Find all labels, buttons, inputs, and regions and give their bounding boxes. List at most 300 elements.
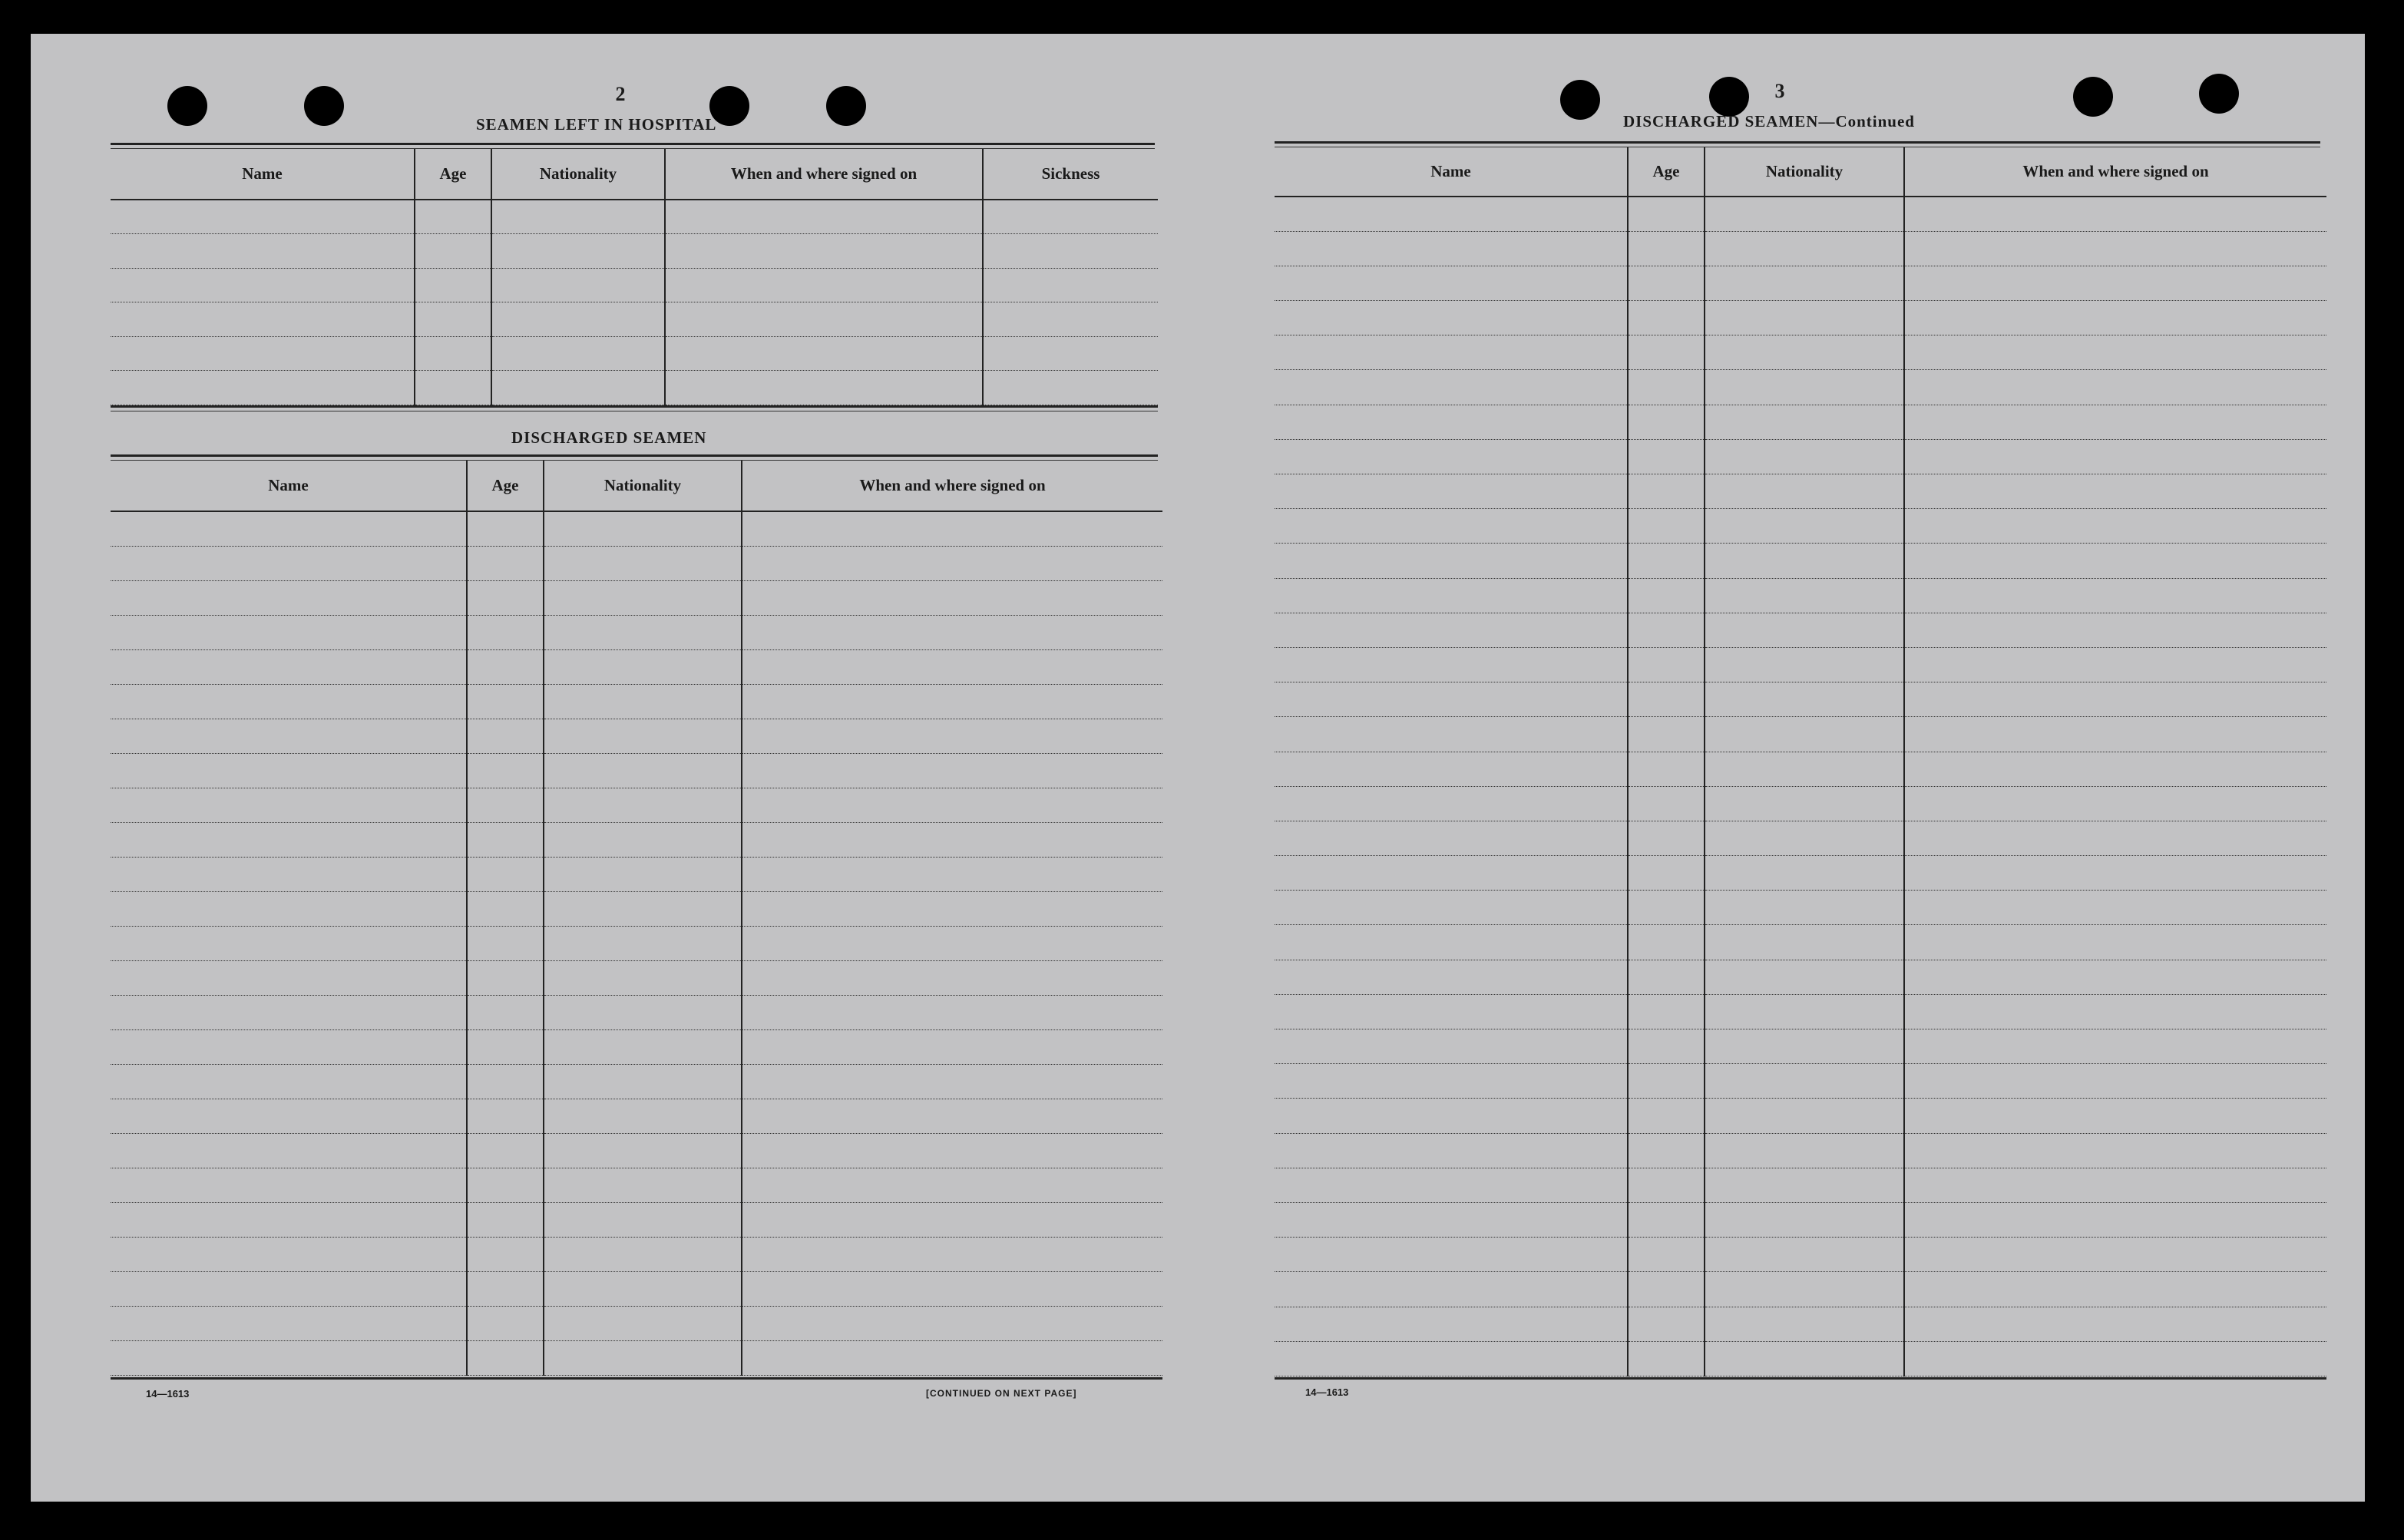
table-cell: [742, 1306, 1162, 1340]
table-row: [1275, 821, 2326, 855]
table-row: [111, 891, 1162, 926]
table-cell: [111, 580, 467, 615]
column-header: Name: [111, 149, 415, 200]
punch-hole: [2199, 74, 2239, 114]
table-cell: [467, 891, 544, 926]
table-cell: [1275, 1168, 1628, 1202]
table-cell: [544, 960, 742, 995]
table-cell: [491, 234, 665, 269]
table-cell: [1275, 821, 1628, 855]
table-row: [1275, 1307, 2326, 1341]
table-row: [111, 1029, 1162, 1064]
table-row: [111, 1271, 1162, 1306]
table-cell: [742, 1064, 1162, 1099]
table-row: [111, 1237, 1162, 1271]
table-cell: [1904, 891, 2326, 925]
table-cell: [1275, 891, 1628, 925]
continued-on-next-page-note: [CONTINUED ON NEXT PAGE]: [926, 1388, 1077, 1399]
table-cell: [1275, 578, 1628, 613]
table-cell: [742, 788, 1162, 822]
table-cell: [1275, 613, 1628, 647]
table-cell: [1904, 647, 2326, 682]
table-row: [111, 960, 1162, 995]
table-row: [1275, 856, 2326, 891]
table-cell: [1275, 1202, 1628, 1237]
column-header: When and where signed on: [665, 149, 983, 200]
table-row: [111, 511, 1162, 546]
column-header: When and where signed on: [1904, 147, 2326, 197]
table-cell: [467, 615, 544, 649]
table-cell: [111, 234, 415, 269]
table-cell: [467, 788, 544, 822]
table-cell: [665, 336, 983, 371]
table-cell: [544, 1237, 742, 1271]
table-cell: [1628, 1202, 1705, 1237]
table-cell: [1628, 1064, 1705, 1099]
table-row: [111, 1340, 1162, 1375]
table-cell: [111, 649, 467, 684]
page-number-left: 2: [615, 83, 626, 105]
table-cell: [111, 1202, 467, 1237]
table-row: [1275, 231, 2326, 266]
table-cell: [544, 822, 742, 857]
table-cell: [467, 1029, 544, 1064]
table-row: [1275, 891, 2326, 925]
table-cell: [1275, 682, 1628, 717]
hospital-top-rule: [111, 143, 1155, 145]
table-cell: [1628, 891, 1705, 925]
table-cell: [1628, 335, 1705, 370]
table-row: [111, 1099, 1162, 1133]
table-cell: [111, 1064, 467, 1099]
table-cell: [111, 1237, 467, 1271]
table-row: [111, 1168, 1162, 1202]
table-cell: [665, 302, 983, 337]
table-cell: [1904, 752, 2326, 786]
table-cell: [1628, 509, 1705, 544]
table-row: [111, 995, 1162, 1029]
discharged-table: [111, 461, 1162, 1376]
table-cell: [1628, 405, 1705, 439]
table-row: [1275, 647, 2326, 682]
table-cell: [983, 336, 1158, 371]
table-row: [1275, 925, 2326, 960]
column-header: Name: [111, 461, 467, 511]
table-cell: [1628, 925, 1705, 960]
table-cell: [1275, 1029, 1628, 1064]
table-cell: [983, 371, 1158, 405]
table-row: [111, 926, 1162, 960]
table-cell: [1628, 960, 1705, 994]
table-cell: [1904, 717, 2326, 752]
table-cell: [1705, 509, 1904, 544]
table-cell: [1275, 335, 1628, 370]
table-cell: [1904, 1168, 2326, 1202]
table-cell: [467, 649, 544, 684]
table-cell: [111, 1340, 467, 1375]
table-cell: [415, 268, 491, 302]
table-cell: [544, 1168, 742, 1202]
table-cell: [1275, 1341, 1628, 1376]
table-cell: [1628, 544, 1705, 578]
table-cell: [1705, 752, 1904, 786]
table-cell: [1275, 752, 1628, 786]
table-cell: [1705, 682, 1904, 717]
punch-hole: [2073, 77, 2113, 117]
table-row: [1275, 717, 2326, 752]
column-header: When and where signed on: [742, 461, 1162, 511]
table-cell: [1904, 682, 2326, 717]
table-cell: [742, 891, 1162, 926]
table-cell: [415, 234, 491, 269]
table-cell: [1904, 474, 2326, 509]
table-cell: [1628, 1238, 1705, 1272]
table-cell: [544, 1202, 742, 1237]
table-row: [1275, 1064, 2326, 1099]
table-cell: [111, 926, 467, 960]
column-header: Nationality: [544, 461, 742, 511]
table-cell: [111, 268, 415, 302]
table-cell: [111, 1099, 467, 1133]
table-row: [111, 580, 1162, 615]
table-row: [1275, 370, 2326, 405]
table-cell: [1628, 197, 1705, 231]
table-cell: [1705, 1307, 1904, 1341]
table-cell: [742, 960, 1162, 995]
table-cell: [1628, 474, 1705, 509]
table-cell: [111, 1133, 467, 1168]
table-cell: [1275, 197, 1628, 231]
table-cell: [1275, 266, 1628, 300]
table-cell: [111, 511, 467, 546]
table-row: [111, 200, 1158, 234]
page-number-right: 3: [1774, 80, 1785, 102]
table-cell: [1904, 1099, 2326, 1133]
table-cell: [467, 1064, 544, 1099]
table-cell: [111, 788, 467, 822]
discharged-top-rule: [111, 454, 1158, 457]
table-row: [111, 268, 1158, 302]
table-cell: [1904, 856, 2326, 891]
table-row: [111, 1064, 1162, 1099]
table-cell: [1904, 405, 2326, 439]
table-cell: [1705, 1029, 1904, 1064]
hospital-table: [111, 149, 1158, 405]
hospital-section-title: SEAMEN LEFT IN HOSPITAL: [476, 115, 717, 134]
table-cell: [983, 200, 1158, 234]
table-cell: [983, 234, 1158, 269]
table-cell: [742, 857, 1162, 891]
table-cell: [1628, 1133, 1705, 1168]
table-cell: [467, 1202, 544, 1237]
table-cell: [1705, 1238, 1904, 1272]
table-cell: [1705, 647, 1904, 682]
table-cell: [1628, 370, 1705, 405]
table-cell: [742, 1168, 1162, 1202]
table-cell: [1275, 994, 1628, 1029]
table-cell: [1705, 474, 1904, 509]
table-cell: [415, 336, 491, 371]
table-cell: [1705, 1341, 1904, 1376]
table-row: [111, 822, 1162, 857]
table-row: [1275, 439, 2326, 474]
table-row: [111, 371, 1158, 405]
table-row: [1275, 405, 2326, 439]
table-cell: [111, 336, 415, 371]
table-cell: [742, 753, 1162, 788]
table-cell: [1705, 439, 1904, 474]
table-cell: [491, 200, 665, 234]
discharged-continued-section-title: DISCHARGED SEAMEN—Continued: [1623, 112, 1915, 131]
table-cell: [665, 234, 983, 269]
table-cell: [544, 753, 742, 788]
table-cell: [1705, 1168, 1904, 1202]
table-cell: [544, 719, 742, 753]
table-cell: [491, 268, 665, 302]
table-row: [1275, 1133, 2326, 1168]
table-row: [1275, 544, 2326, 578]
table-row: [111, 649, 1162, 684]
table-cell: [1904, 231, 2326, 266]
table-cell: [1628, 717, 1705, 752]
table-cell: [467, 684, 544, 719]
table-cell: [1275, 925, 1628, 960]
table-cell: [742, 649, 1162, 684]
table-cell: [544, 615, 742, 649]
table-cell: [1628, 786, 1705, 821]
table-cell: [742, 1029, 1162, 1064]
table-row: [1275, 1341, 2326, 1376]
table-row: [111, 615, 1162, 649]
table-cell: [491, 302, 665, 337]
table-cell: [1904, 1238, 2326, 1272]
table-cell: [742, 719, 1162, 753]
table-cell: [742, 1202, 1162, 1237]
table-cell: [742, 1099, 1162, 1133]
table-cell: [1628, 682, 1705, 717]
table-cell: [111, 995, 467, 1029]
table-cell: [1904, 1064, 2326, 1099]
table-cell: [111, 753, 467, 788]
column-header: Sickness: [983, 149, 1158, 200]
table-cell: [1275, 717, 1628, 752]
table-cell: [491, 336, 665, 371]
table-cell: [1705, 544, 1904, 578]
table-row: [1275, 335, 2326, 370]
table-cell: [1904, 925, 2326, 960]
table-cell: [1904, 301, 2326, 335]
table-cell: [1628, 1099, 1705, 1133]
table-cell: [1904, 266, 2326, 300]
table-cell: [467, 1306, 544, 1340]
table-cell: [1275, 509, 1628, 544]
table-row: [111, 546, 1162, 580]
table-row: [1275, 994, 2326, 1029]
table-cell: [1628, 1168, 1705, 1202]
table-cell: [544, 891, 742, 926]
table-cell: [1904, 1202, 2326, 1237]
table-row: [1275, 786, 2326, 821]
table-cell: [1275, 856, 1628, 891]
table-cell: [1628, 613, 1705, 647]
table-cell: [1275, 474, 1628, 509]
table-row: [111, 857, 1162, 891]
table-row: [1275, 197, 2326, 231]
table-row: [111, 684, 1162, 719]
table-cell: [1628, 231, 1705, 266]
table-cell: [1628, 752, 1705, 786]
table-cell: [111, 615, 467, 649]
table-cell: [1705, 856, 1904, 891]
table-cell: [742, 684, 1162, 719]
column-header: Nationality: [1705, 147, 1904, 197]
table-row: [111, 719, 1162, 753]
table-cell: [1628, 1029, 1705, 1064]
table-row: [1275, 1099, 2326, 1133]
table-cell: [1705, 1272, 1904, 1307]
table-cell: [983, 302, 1158, 337]
table-cell: [742, 580, 1162, 615]
table-cell: [467, 753, 544, 788]
table-row: [111, 302, 1158, 337]
table-cell: [1705, 717, 1904, 752]
table-cell: [742, 615, 1162, 649]
punch-hole: [304, 86, 344, 126]
table-cell: [544, 1029, 742, 1064]
table-cell: [544, 788, 742, 822]
table-row: [1275, 1202, 2326, 1237]
table-cell: [1275, 1238, 1628, 1272]
table-cell: [1904, 335, 2326, 370]
table-cell: [742, 926, 1162, 960]
table-cell: [111, 684, 467, 719]
table-cell: [111, 371, 415, 405]
table-cell: [742, 995, 1162, 1029]
column-header: Name: [1275, 147, 1628, 197]
table-row: [1275, 960, 2326, 994]
ledger-sheet: [31, 34, 2365, 1502]
table-cell: [1275, 405, 1628, 439]
table-cell: [1904, 370, 2326, 405]
table-cell: [665, 200, 983, 234]
table-cell: [467, 1237, 544, 1271]
table-cell: [544, 1340, 742, 1375]
table-cell: [544, 580, 742, 615]
table-cell: [1628, 821, 1705, 855]
table-cell: [1904, 439, 2326, 474]
table-cell: [1705, 370, 1904, 405]
table-cell: [111, 857, 467, 891]
table-row: [111, 788, 1162, 822]
table-row: [111, 1133, 1162, 1168]
table-cell: [1628, 439, 1705, 474]
table-cell: [467, 857, 544, 891]
table-cell: [544, 926, 742, 960]
table-cell: [111, 719, 467, 753]
table-cell: [467, 1168, 544, 1202]
table-row: [1275, 752, 2326, 786]
table-cell: [1628, 1272, 1705, 1307]
table-row: [1275, 301, 2326, 335]
table-cell: [544, 1064, 742, 1099]
right-bottom-rule: [1275, 1377, 2326, 1380]
table-row: [111, 753, 1162, 788]
table-cell: [467, 719, 544, 753]
hospital-bottom-rule: [111, 405, 1158, 408]
table-cell: [111, 960, 467, 995]
table-cell: [1705, 925, 1904, 960]
table-cell: [1904, 578, 2326, 613]
table-cell: [1275, 1133, 1628, 1168]
table-cell: [1705, 405, 1904, 439]
table-row: [1275, 1272, 2326, 1307]
table-cell: [1275, 1099, 1628, 1133]
column-header: Age: [415, 149, 491, 200]
discharged-section-title: DISCHARGED SEAMEN: [511, 428, 707, 447]
table-cell: [1628, 856, 1705, 891]
table-cell: [1904, 509, 2326, 544]
table-row: [111, 1306, 1162, 1340]
table-cell: [742, 1340, 1162, 1375]
table-cell: [1275, 647, 1628, 682]
table-cell: [1904, 1341, 2326, 1376]
table-cell: [467, 546, 544, 580]
table-cell: [544, 511, 742, 546]
table-cell: [1275, 1272, 1628, 1307]
table-row: [1275, 613, 2326, 647]
table-cell: [111, 546, 467, 580]
table-cell: [742, 822, 1162, 857]
discharged-bottom-rule: [111, 1377, 1162, 1380]
table-cell: [1904, 960, 2326, 994]
table-cell: [1705, 578, 1904, 613]
table-cell: [544, 649, 742, 684]
table-cell: [544, 857, 742, 891]
table-cell: [111, 1306, 467, 1340]
table-row: [1275, 682, 2326, 717]
table-cell: [1275, 1307, 1628, 1341]
table-cell: [1628, 994, 1705, 1029]
table-cell: [742, 1133, 1162, 1168]
table-row: [111, 234, 1158, 269]
table-cell: [1705, 1099, 1904, 1133]
table-cell: [1705, 821, 1904, 855]
table-cell: [467, 1099, 544, 1133]
table-cell: [1275, 439, 1628, 474]
table-cell: [467, 511, 544, 546]
table-cell: [467, 822, 544, 857]
table-cell: [544, 1306, 742, 1340]
table-cell: [415, 200, 491, 234]
table-cell: [111, 1168, 467, 1202]
table-cell: [1705, 1064, 1904, 1099]
table-cell: [742, 546, 1162, 580]
table-cell: [1275, 544, 1628, 578]
table-cell: [415, 302, 491, 337]
table-cell: [1275, 231, 1628, 266]
table-cell: [467, 995, 544, 1029]
table-cell: [1904, 1307, 2326, 1341]
table-cell: [111, 891, 467, 926]
table-cell: [1904, 1133, 2326, 1168]
table-cell: [1705, 335, 1904, 370]
table-cell: [111, 822, 467, 857]
table-cell: [1904, 821, 2326, 855]
table-cell: [1628, 1341, 1705, 1376]
table-row: [1275, 1168, 2326, 1202]
table-cell: [1705, 994, 1904, 1029]
discharged-continued-table: [1275, 147, 2326, 1376]
